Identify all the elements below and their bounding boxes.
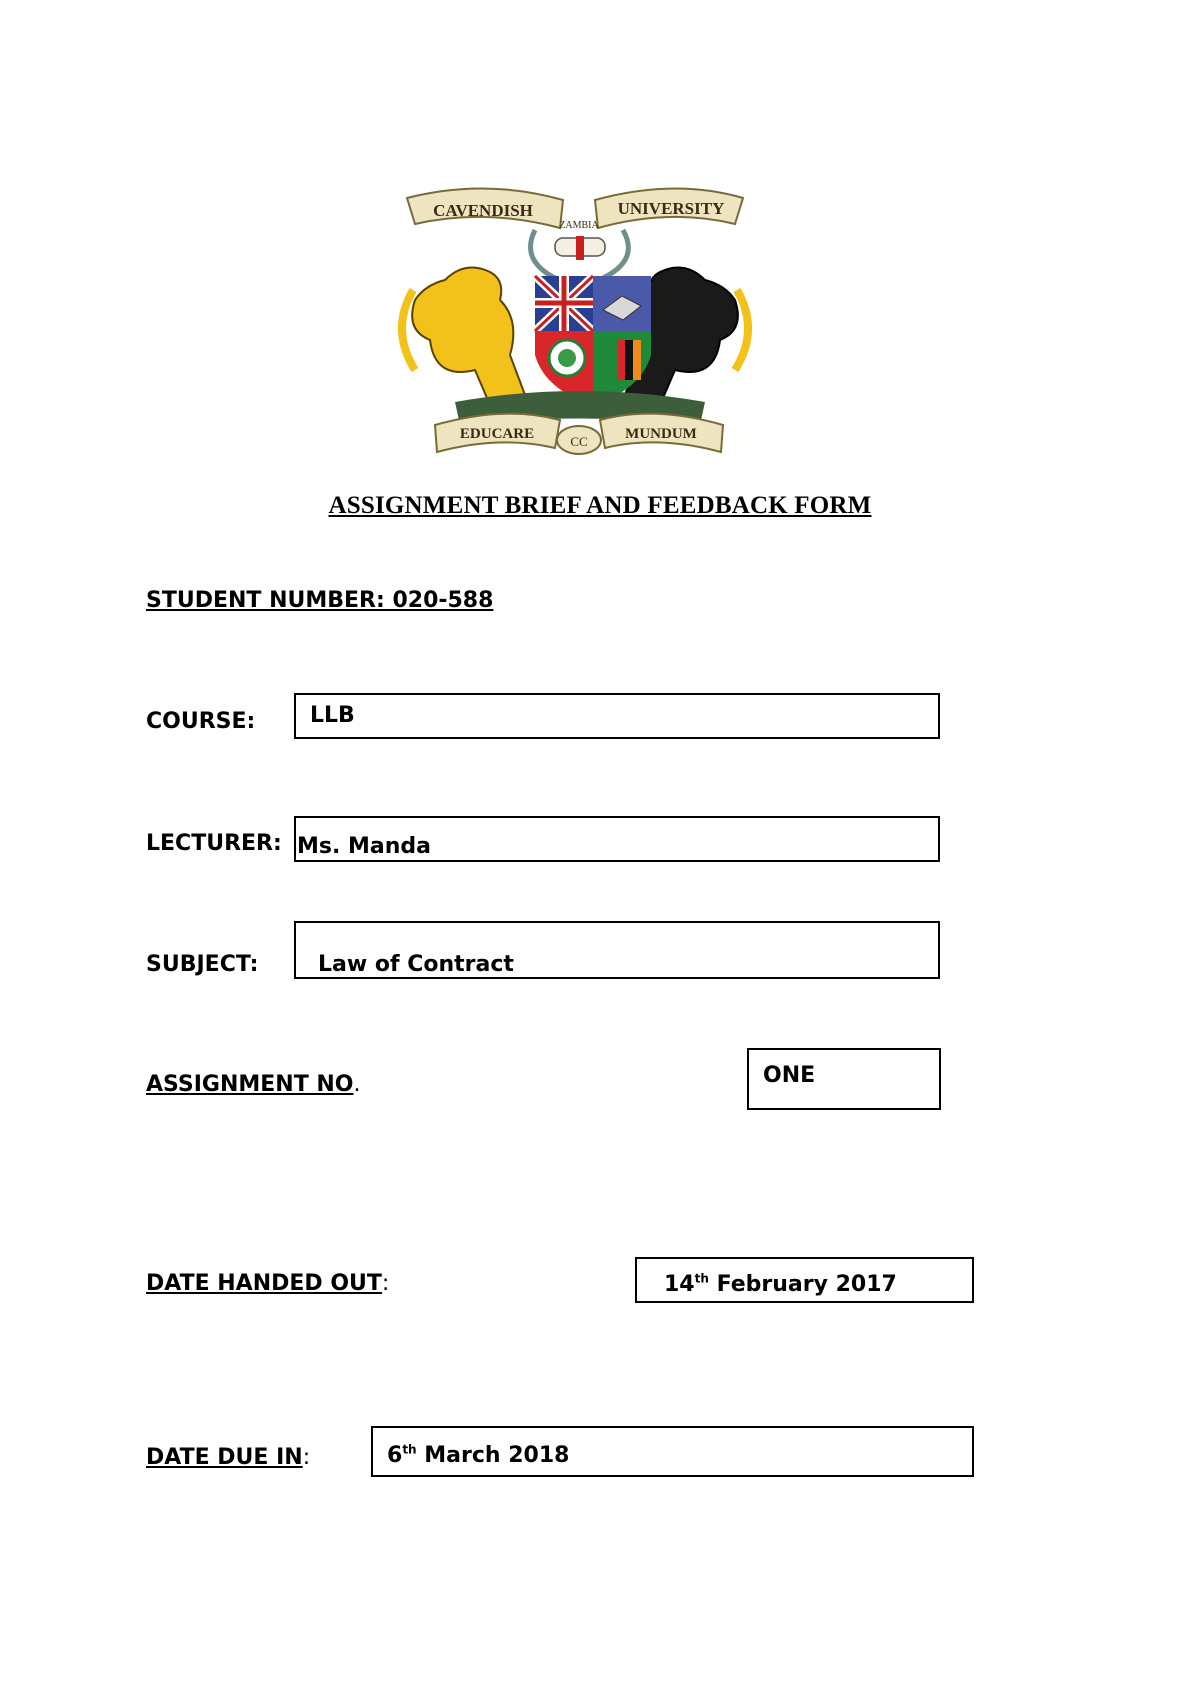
assignment-no-label-text: ASSIGNMENT NO — [146, 1072, 354, 1097]
date-handed-out-value — [664, 1271, 897, 1299]
crest-text-cavendish: CAVENDISH — [433, 201, 533, 220]
lecturer-label: LECTURER: — [146, 831, 282, 856]
course-field[interactable] — [294, 693, 940, 739]
subject-field[interactable] — [294, 921, 940, 979]
date-due-in-label-text: DATE DUE IN — [146, 1445, 303, 1470]
date-due-in-field[interactable] — [371, 1426, 974, 1477]
assignment-no-label — [146, 1071, 361, 1099]
university-crest-logo — [395, 180, 815, 490]
lecturer-field[interactable] — [294, 816, 940, 862]
date-due-in-ordinal: th — [402, 1442, 417, 1457]
date-handed-out-day: 14 — [664, 1272, 695, 1297]
course-label: COURSE: — [146, 709, 256, 734]
crest-motto-mundum: MUNDUM — [625, 426, 697, 442]
crest-motto-educare: EDUCARE — [459, 426, 535, 442]
crest-text-university: UNIVERSITY — [617, 199, 725, 218]
date-handed-out-ordinal: th — [694, 1271, 709, 1286]
subject-label: SUBJECT: — [146, 952, 259, 977]
date-due-in-label-suffix: : — [302, 1445, 311, 1470]
date-handed-out-label-text: DATE HANDED OUT — [146, 1271, 382, 1296]
assignment-no-label-suffix: . — [353, 1072, 361, 1097]
assignment-no-value: ONE — [763, 1063, 816, 1088]
crest-monogram: CC — [570, 434, 588, 449]
date-due-in-rest: March 2018 — [416, 1443, 570, 1468]
course-value: LLB — [310, 703, 355, 728]
date-handed-out-label-suffix: : — [381, 1271, 390, 1296]
date-due-in-value — [387, 1442, 569, 1470]
date-due-in-day: 6 — [387, 1443, 403, 1468]
lecturer-value: Ms. Manda — [297, 834, 431, 859]
form-title: ASSIGNMENT BRIEF AND FEEDBACK FORM — [328, 492, 872, 519]
date-handed-out-rest: February 2017 — [708, 1272, 897, 1297]
subject-value: Law of Contract — [318, 952, 514, 977]
date-handed-out-label — [146, 1270, 389, 1298]
student-number: STUDENT NUMBER: 020-588 — [146, 588, 494, 613]
date-handed-out-field[interactable] — [635, 1257, 974, 1303]
crest-text-zambia: ZAMBIA — [559, 220, 599, 231]
date-due-in-label — [146, 1444, 310, 1472]
assignment-no-field[interactable] — [747, 1048, 941, 1110]
